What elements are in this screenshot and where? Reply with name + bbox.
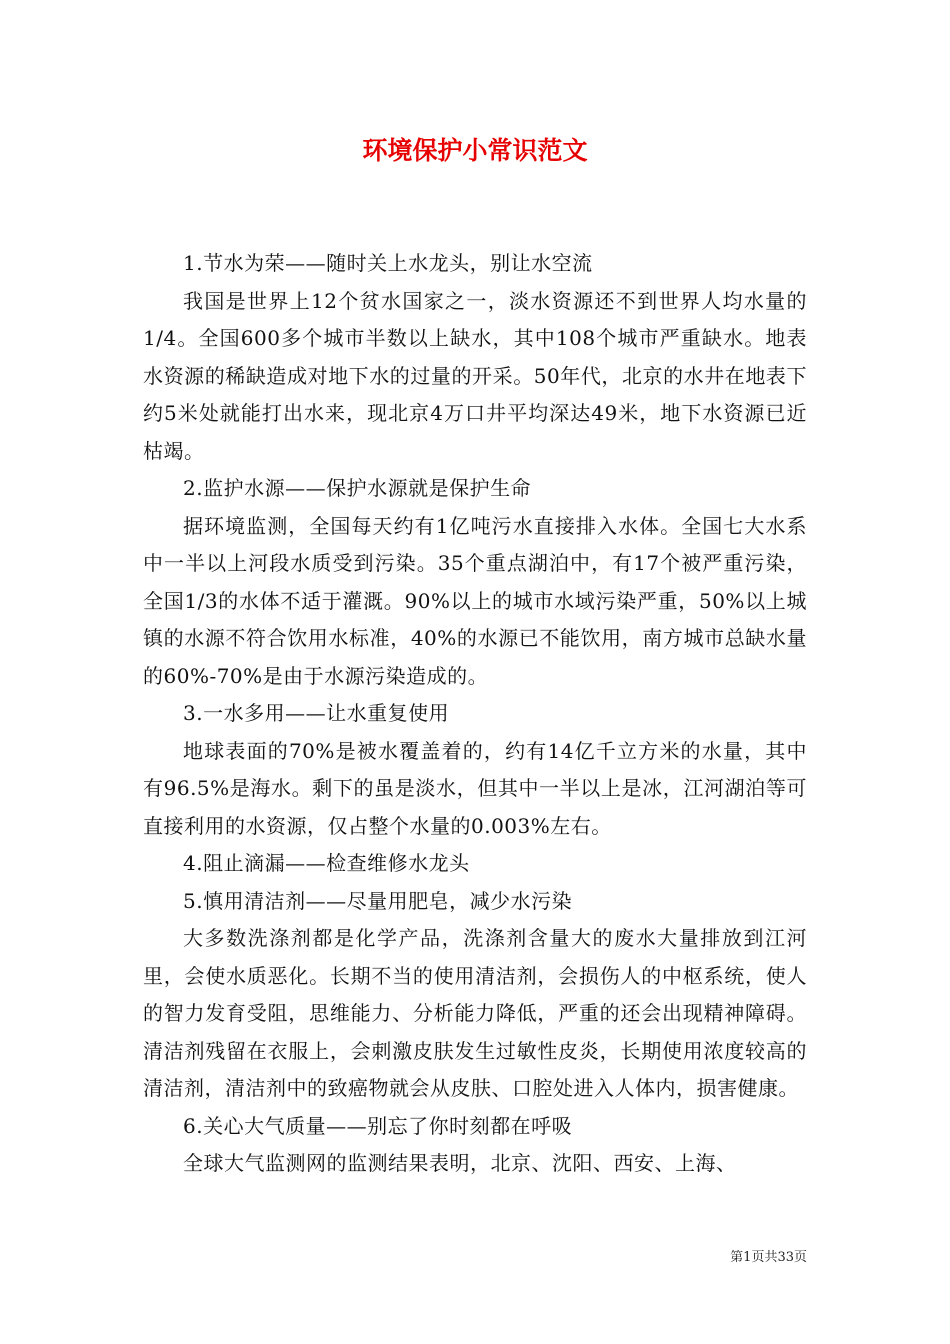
section-heading-1: 1.节水为荣——随时关上水龙头，别让水空流 <box>183 251 593 275</box>
paragraph-3: 地球表面的70%是被水覆盖着的，约有14亿千立方米的水量，其中有96.5%是海水。剩下的虽是淡水，但其中一半以上是冰，江河湖泊等可直接利用的水资源，仅占整个水量的0.003%左右。 <box>143 738 807 838</box>
document-body <box>143 245 807 1183</box>
section-heading-3: 3.一水多用——让水重复使用 <box>183 701 450 725</box>
page-title: 环境保护小常识范文 <box>362 136 588 165</box>
paragraph-6: 全球大气监测网的监测结果表明，北京、沈阳、西安、上海、 <box>183 1151 737 1175</box>
section-heading-5: 5.慎用清洁剂——尽量用肥皂，减少水污染 <box>183 888 573 913</box>
paragraph-5: 大多数洗涤剂都是化学产品，洗涤剂含量大的废水大量排放到江河里，会使水质恶化。长期不当的使用清洁剂，会损伤人的中枢系统，使人的智力发育受阻，思维能力、分析能力降低，严重的还会出现精神障碍。清洁剂残留在衣服上，会刺激皮肤发生过敏性皮炎，长期使用浓度较高的清洁剂，清洁剂中的致癌物就会从皮肤、口腔处进入人体内，损害健康。 <box>143 926 807 1100</box>
section-heading-6: 6.关心大气质量——别忘了你时刻都在呼吸 <box>183 1113 573 1138</box>
section-heading-2: 2.监护水源——保护水源就是保护生命 <box>183 476 532 500</box>
page-number-footer: 第1页共33页 <box>730 1250 807 1265</box>
paragraph-2: 据环境监测，全国每天约有1亿吨污水直接排入水体。全国七大水系中一半以上河段水质受到污染。35个重点湖泊中，有17个被严重污染，全国1/3的水体不适于灌溉。90%以上的城市水域污染严重，50%以上城镇的水源不符合饮用水标准，40%的水源已不能饮用，南方城市总缺水量的60%-70%是由于水源污染造成的。 <box>143 513 807 688</box>
section-heading-4: 4.阻止滴漏——检查维修水龙头 <box>183 851 470 875</box>
paragraph-1: 我国是世界上12个贫水国家之一，淡水资源还不到世界人均水量的1/4。全国600多个城市半数以上缺水，其中108个城市严重缺水。地表水资源的稀缺造成对地下水的过量的开采。50年代，北京的水井在地表下约5米处就能打出水来，现北京4万口井平均深达49米，地下水资源已近枯竭。 <box>143 288 807 463</box>
